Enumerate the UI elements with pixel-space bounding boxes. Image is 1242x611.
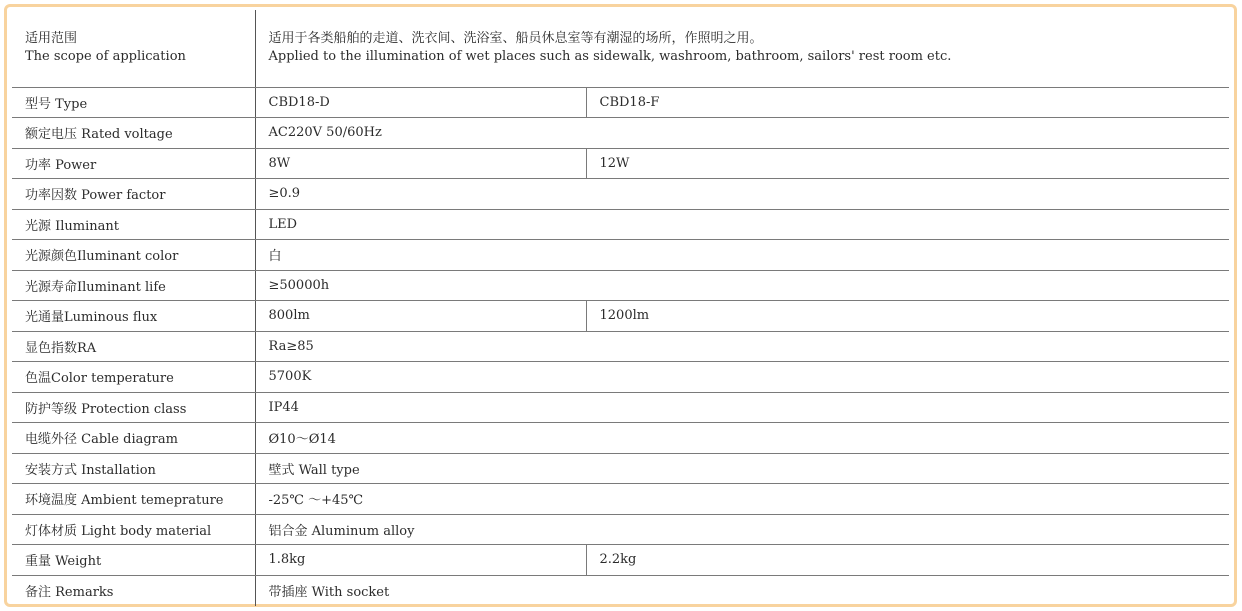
spec-value-power-factor: ≥0.9 bbox=[255, 179, 1229, 210]
spec-value-type-d: CBD18-D bbox=[255, 87, 586, 118]
scope-value-cell bbox=[255, 10, 1229, 87]
spec-value-power-f: 12W bbox=[586, 148, 1229, 179]
spec-label-remarks: 备注 Remarks bbox=[12, 575, 255, 606]
scope-value-en: Applied to the illumination of wet places such as sidewalk, washroom, bathroom, sailors' rest room etc. bbox=[268, 49, 952, 64]
spec-label-luminous-flux: 光通量Luminous flux bbox=[12, 301, 255, 332]
spec-label-type: 型号 Type bbox=[12, 87, 255, 118]
spec-label-illuminant-color: 光源颜色Iluminant color bbox=[12, 240, 255, 271]
spec-value-power-d: 8W bbox=[255, 148, 586, 179]
spec-value-ambient-temperature: -25℃ ～+45℃ bbox=[255, 484, 1229, 515]
spec-label-power: 功率 Power bbox=[12, 148, 255, 179]
scope-value-zh: 适用于各类船舶的走道、洗衣间、洗浴室、船员休息室等有潮湿的场所，作照明之用。 bbox=[268, 31, 763, 46]
spec-value-weight-f: 2.2kg bbox=[586, 545, 1229, 576]
spec-label-installation: 安装方式 Installation bbox=[12, 453, 255, 484]
spec-value-installation: 壁式 Wall type bbox=[255, 453, 1229, 484]
spec-label-rated-voltage: 额定电压 Rated voltage bbox=[12, 118, 255, 149]
spec-label-cable-diagram: 电缆外径 Cable diagram bbox=[12, 423, 255, 454]
scope-label-en: The scope of application bbox=[25, 49, 186, 64]
spec-value-illuminant-color: 白 bbox=[255, 240, 1229, 271]
spec-value-color-temperature: 5700K bbox=[255, 362, 1229, 393]
spec-value-remarks: 带插座 With socket bbox=[268, 585, 390, 600]
spec-label-protection-class: 防护等级 Protection class bbox=[12, 392, 255, 423]
spec-label-illuminant-life: 光源寿命Iluminant life bbox=[12, 270, 255, 301]
spec-value-weight-d: 1.8kg bbox=[255, 545, 586, 576]
scope-label-cell bbox=[12, 10, 255, 87]
spec-table-frame bbox=[4, 4, 1237, 607]
spec-value-ra: Ra≥85 bbox=[255, 331, 1229, 362]
spec-value-luminous-flux-d: 800lm bbox=[255, 301, 586, 332]
spec-table bbox=[12, 10, 1229, 606]
spec-value-rated-voltage: AC220V 50/60Hz bbox=[255, 118, 1229, 149]
spec-label-color-temperature: 色温Color temperature bbox=[12, 362, 255, 393]
spec-label-weight: 重量 Weight bbox=[12, 545, 255, 576]
spec-value-illuminant: LED bbox=[255, 209, 1229, 240]
spec-label-illuminant: 光源 Iluminant bbox=[12, 209, 255, 240]
scope-row bbox=[12, 10, 1229, 87]
spec-value-illuminant-life: ≥50000h bbox=[255, 270, 1229, 301]
spec-value-luminous-flux-f: 1200lm bbox=[586, 301, 1229, 332]
spec-label-light-body-material: 灯体材质 Light body material bbox=[12, 514, 255, 545]
spec-value-cable-diagram: Ø10～Ø14 bbox=[255, 423, 1229, 454]
scope-label-zh: 适用范围 bbox=[25, 31, 78, 46]
spec-value-type-f: CBD18-F bbox=[586, 87, 1229, 118]
spec-value-protection-class: IP44 bbox=[255, 392, 1229, 423]
spec-label-ambient-temperature: 环境温度 Ambient temeprature bbox=[12, 484, 255, 515]
spec-label-power-factor: 功率因数 Power factor bbox=[12, 179, 255, 210]
spec-label-ra: 显色指数RA bbox=[12, 331, 255, 362]
spec-value-light-body-material: 铝合金 Aluminum alloy bbox=[255, 514, 1229, 545]
